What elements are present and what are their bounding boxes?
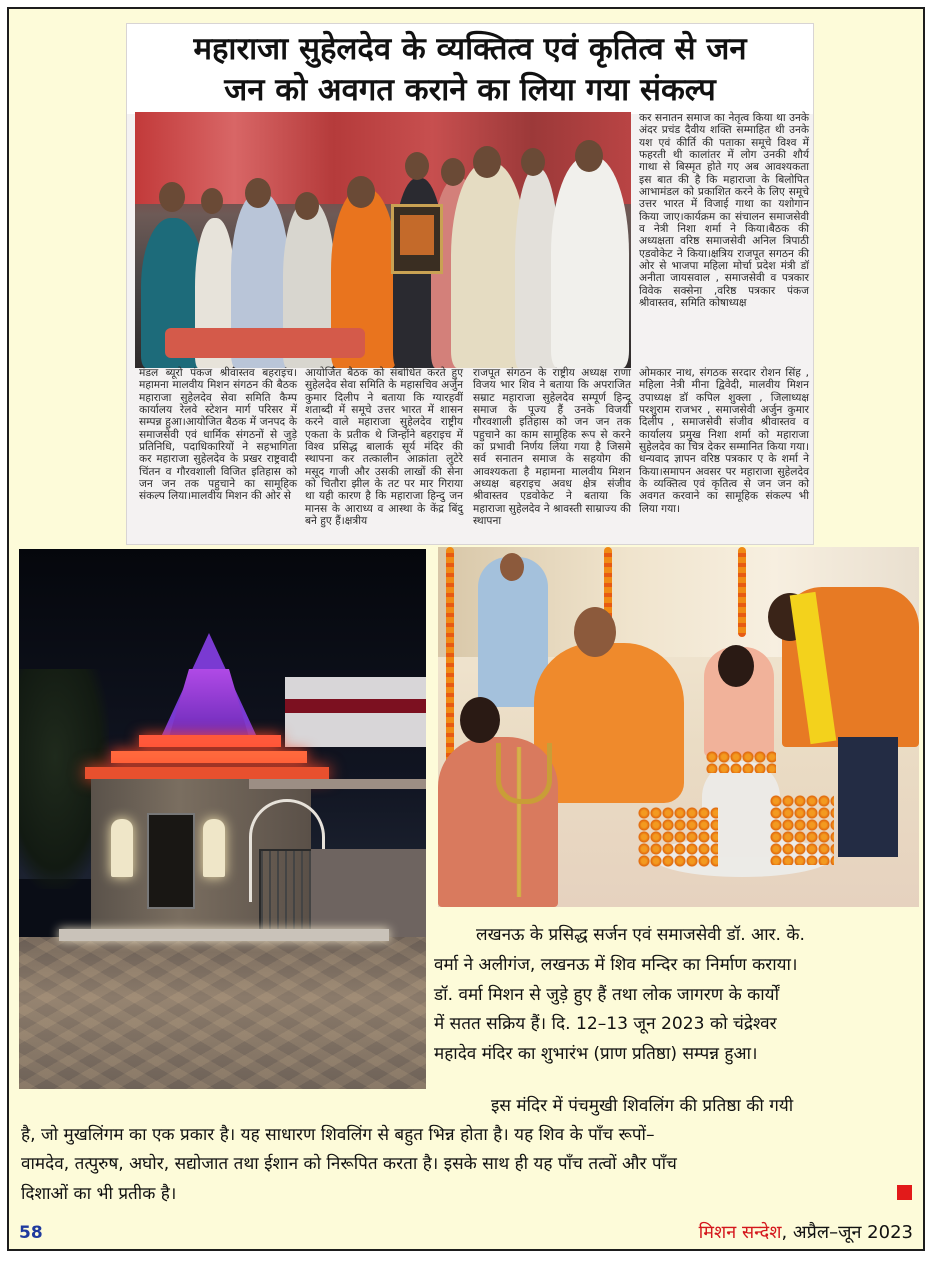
magazine-name: मिशन सन्देश xyxy=(698,1222,782,1243)
para1-line-1: लखनऊ के प्रसिद्ध सर्जन एवं समाजसेवी डॉ. आर. के. xyxy=(476,925,805,945)
para1-line-3: डॉ. वर्मा मिशन से जुड़े हुए हैं तथा लोक जागरण के कार्यों xyxy=(434,984,780,1005)
para2-line-2: है, जो मुखलिंगम का एक प्रकार है। यह साधारण शिवलिंग से बहुत भिन्न होता है। यह शिव के पाँच रूपों– xyxy=(21,1125,655,1146)
para2-line-3: वामदेव, तत्पुरुष, अघोर, सद्योजात तथा ईशान को निरूपित करता है। इसके साथ ही यह पाँच तत्वों और पाँच xyxy=(21,1154,677,1175)
page-number: 58 xyxy=(19,1223,43,1243)
headline-line-1: महाराजा सुहेलदेव के व्यक्तित्व एवं कृतित्व से जन xyxy=(193,31,747,67)
para2-line-4: दिशाओं का भी प्रतीक है। xyxy=(21,1183,177,1204)
article-paragraph-1 xyxy=(434,921,922,1070)
issue-date: , अप्रैल–जून 2023 xyxy=(781,1222,913,1243)
clipping-headline xyxy=(127,24,813,114)
clipping-column-2: आयोजित बैठक को संबोधित करते हुए सुहेलदेव सेवा समिति के महासचिव अर्जुन कुमार दिलीप ने बताया कि ग्यारहवीं शताब्दी में समूचे उत्तर भारत में शासन करने वाले महाराजा सुहेलदेव राष्ट्रीय एकता के प्रतीक थे जिन्होंने बहराइच में विश्व प्रसिद्ध बालार्क सूर्य मंदिर की स्थापना कर तत्कालीन आक्रांता लुटेरे मसूद गाजी और उसकी लाखों की सेना को चितौरा झील के तट पर मार गिराया था यही कारण है कि महाराजा हिन्दु जन मानस के आराध्य व आस्था के केंद्र बिंदु बने हुए हैं।क्षत्रीय xyxy=(305,367,463,528)
headline-line-2: जन को अवगत कराने का लिया गया संकल्प xyxy=(224,72,716,108)
clipping-column-4: ओमकार नाथ, संगठक सरदार रोशन सिंह , महिला नेत्री मीना द्विवेदी, मालवीय मिशन उपाध्यक्ष डॉ कपिल शुक्ला , जिलाध्यक्ष परशुराम राजभर , समाजसेवी अर्जुन कुमार दिलीप , समाजसेवी संजीव श्रीवास्तव व कार्यालय प्रमुख निशा शर्मा को महाराजा सुहेलदेव का चित्र देकर सम्मानित किया गया। धन्यवाद ज्ञापन वरिष्ठ पत्रकार ए के शर्मा ने किया।समापन अवसर पर महाराजा सुहेलदेव के व्यक्तित्व एवं कृतित्व से जन जन को अवगत करवाने का सामूहिक संकल्प भी लिया गया। xyxy=(639,367,809,515)
temple-night-photo xyxy=(19,549,426,1089)
newspaper-clipping xyxy=(126,23,814,545)
clipping-column-3: राजपूत संगठन के राष्ट्रीय अध्यक्ष राणा विजय भार शिव ने बताया कि अपराजित सम्राट महाराजा सुहेलदेव सम्पूर्ण हिन्दू समाज के पूज्य हैं उनके विजयी गौरवशाली इतिहास को जन जन तक पहुचाने का काम सामूहिक रूप से करने का प्रभावी निर्णय लिया गया है जिसमे सर्व सनातन समाज के सहयोग की आवश्यकता है महामना मालवीय मिशन अध्यक्ष बहराइच अवध क्षेत्र संजीव श्रीवास्तव एडवोकेट ने बताया कि महाराजा सुहेलदेव ने श्रावस्ती साम्राज्य की स्थापना xyxy=(473,367,631,528)
felicitation-photo xyxy=(135,112,631,368)
clipping-column-right-top: कर सनातन समाज का नेतृत्व किया था उनके अंदर प्रचंड दैवीय शक्ति सम्माहित थी उनके यश एवं कीर्ति की पताका समूचे विश्व में फहरती थी कालांतर में लोग उनकी शौर्य गाथा से बिस्मृत होते गए अब आवश्यकता इस बात की है कि महाराजा के बिलोपित आभामंडल को प्रकाशित करने के लिए समूचे उत्तर भारत में विजाई गाथा का यशोगान किया जाए।कार्यक्रम का संचालन समाजसेवी व नेत्री निशा शर्मा ने किया।बैठक की अध्यक्षता वरिष्ठ समाजसेवी अनिल त्रिपाठी एडवोकेट ने किया।क्षत्रिय राजपूत सगठन की ओर से भाजपा महिला मोर्चा प्रदेश मंत्री डॉ अनीता जायसवाल , समाजसेवी व पत्रकार विवेक सक्सेना ,वरिष्ठ पत्रकार पंकज श्रीवास्तव, समिति कोषाध्यक्ष xyxy=(639,112,809,310)
clipping-column-1: मंडल ब्यूरो पंकज श्रीवास्तव बहराइच। महामना मालवीय मिशन संगठन की बैठक महाराजा सुहेलदेव सेवा समिति कैम्प कार्यालय रेलवे स्टेशन मार्ग परिसर में सम्पन्न हुआ।आयोजित बैठक में जनपद के समाजसेवी एवं धार्मिक संगठनों से जुड़े प्रतिनिधि, पदाधिकारियों ने सहभागिता कर महाराजा सुहेलदेव के प्रखर राष्ट्रवादी चिंतन व गौरवशाली विजित इतिहास को जन जन तक पहुचाने का सामूहिक संकल्प लिया।मालवीय मिशन की ओर से xyxy=(139,367,297,503)
para1-line-4: में सतत सक्रिय हैं। दि. 12–13 जून 2023 को चंद्रेश्वर xyxy=(434,1014,777,1035)
article-paragraph-2 xyxy=(21,1092,918,1209)
para1-line-2: वर्मा ने अलीगंज, लखनऊ में शिव मन्दिर का निर्माण कराया। xyxy=(434,954,798,975)
puja-ceremony-photo xyxy=(438,547,919,907)
para1-line-5: महादेव मंदिर का शुभारंभ (प्राण प्रतिष्ठा) सम्पन्न हुआ। xyxy=(434,1044,758,1065)
magazine-footer xyxy=(699,1220,913,1244)
magazine-page xyxy=(7,7,925,1251)
para2-line-1: इस मंदिर में पंचमुखी शिवलिंग की प्रतिष्ठा की गयी xyxy=(491,1096,794,1116)
article-end-marker xyxy=(897,1185,912,1200)
